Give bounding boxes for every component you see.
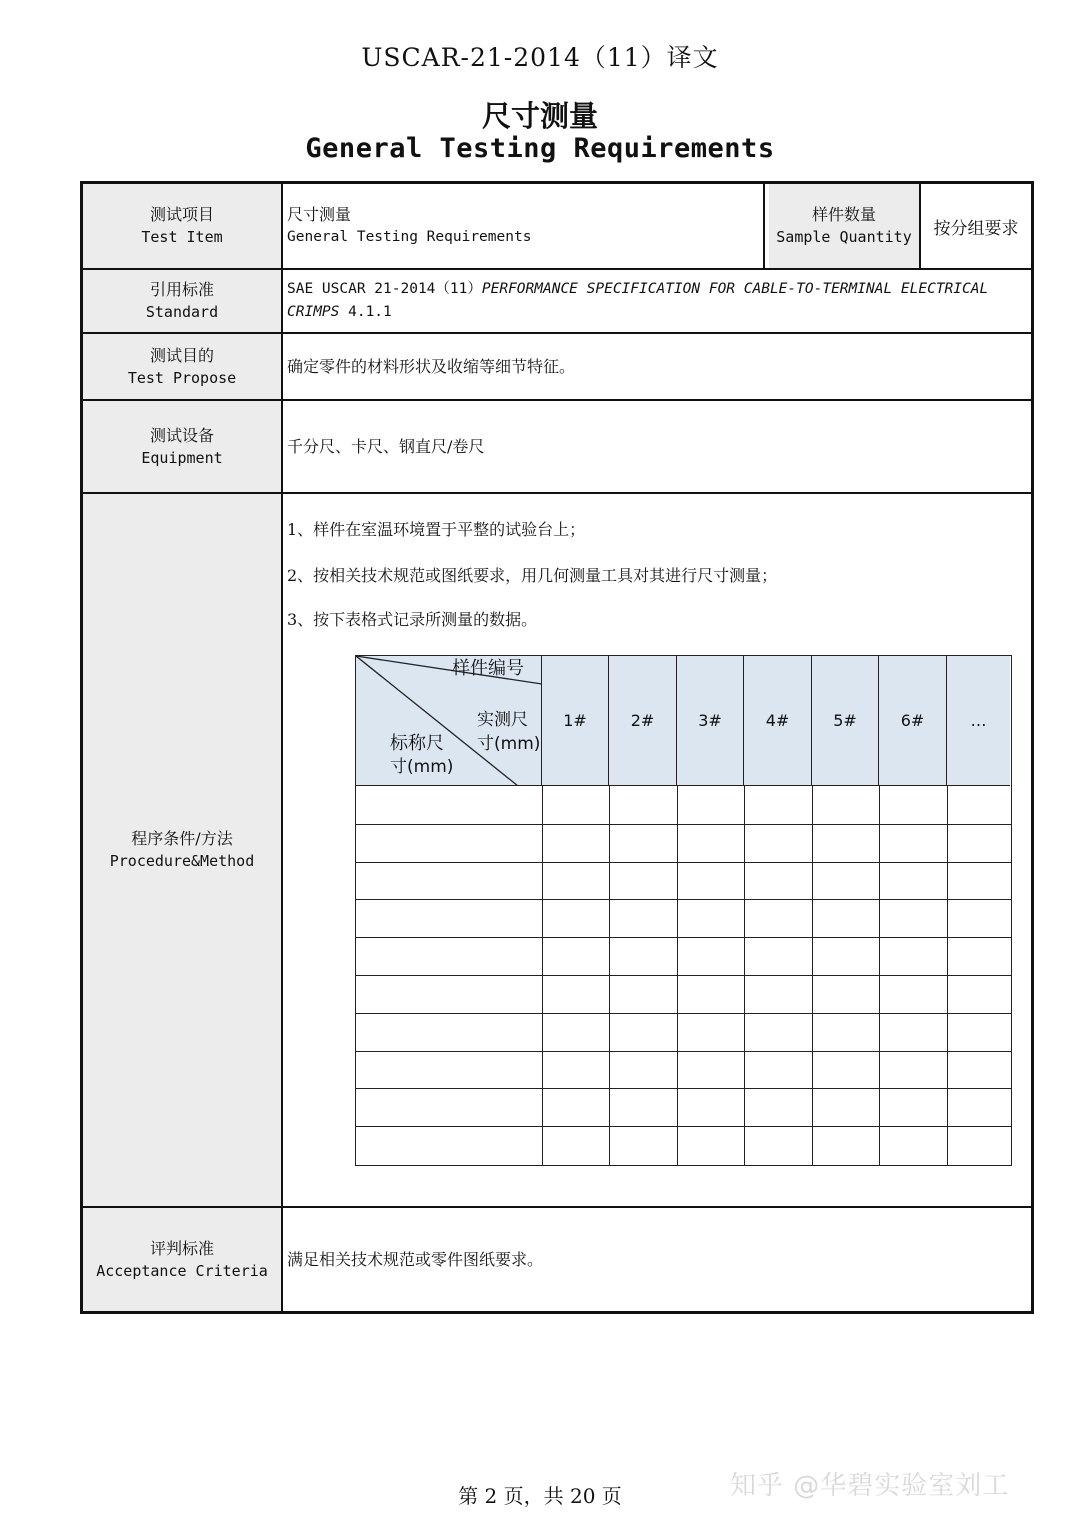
row-criteria bbox=[83, 1208, 1031, 1311]
sample-col-header: 2# bbox=[609, 656, 677, 786]
grid-col-line bbox=[677, 786, 678, 1165]
value-standard bbox=[283, 270, 1031, 332]
grid-col-line bbox=[609, 786, 610, 1165]
value-sample-quantity: 按分组要求 bbox=[933, 218, 1019, 239]
label-cn: 评判标准 bbox=[149, 1238, 214, 1258]
grid-row-line bbox=[356, 1088, 1011, 1089]
grid-row-line bbox=[356, 824, 1011, 825]
label-en: Procedure&Method bbox=[109, 852, 255, 870]
label-standard bbox=[83, 270, 283, 332]
label-purpose bbox=[83, 334, 283, 399]
procedure-step: 1、样件在室温环境置于平整的试验台上； bbox=[287, 520, 586, 539]
value-purpose: 确定零件的材料形状及收缩等细节特征。 bbox=[287, 357, 576, 376]
label-en: Sample Quantity bbox=[776, 228, 912, 246]
sample-col-header: 3# bbox=[677, 656, 744, 786]
label-en: Equipment bbox=[141, 448, 223, 467]
spec-table bbox=[80, 181, 1034, 1314]
grid-col-line bbox=[947, 786, 948, 1165]
label-cn: 引用标准 bbox=[149, 280, 214, 299]
corner-measured-1: 实测尺 bbox=[477, 710, 528, 730]
value-procedure bbox=[283, 494, 1031, 1206]
standard-clause: 4.1.1 bbox=[339, 304, 392, 320]
value-cn: 尺寸测量 bbox=[287, 205, 352, 224]
sample-col-header: … bbox=[947, 656, 1010, 786]
label-cn: 测试设备 bbox=[149, 425, 214, 445]
label-procedure bbox=[83, 494, 283, 1206]
label-cn: 程序条件/方法 bbox=[131, 829, 233, 848]
grid-row-line bbox=[356, 1051, 1011, 1052]
grid-col-line bbox=[542, 786, 543, 1165]
row-procedure bbox=[83, 494, 1031, 1208]
grid-row-line bbox=[356, 1126, 1011, 1127]
sample-col-header: 1# bbox=[542, 656, 609, 786]
grid-row-line bbox=[356, 1013, 1011, 1014]
corner-header-cell bbox=[356, 656, 542, 786]
label-cn: 测试项目 bbox=[149, 205, 214, 224]
grid-col-line bbox=[812, 786, 813, 1165]
label-test-item bbox=[83, 184, 283, 268]
page-title-cn: 尺寸测量 bbox=[481, 99, 598, 133]
row-test-item bbox=[83, 184, 1031, 270]
grid-col-line bbox=[744, 786, 745, 1165]
corner-measured-2: 寸(mm) bbox=[477, 734, 541, 754]
corner-sample-no: 样件编号 bbox=[452, 658, 524, 679]
grid-col-line bbox=[879, 786, 880, 1165]
value-en: General Testing Requirements bbox=[287, 229, 532, 245]
grid-row-line bbox=[356, 862, 1011, 863]
measurement-record-table bbox=[355, 655, 1012, 1166]
sample-col-header: 4# bbox=[744, 656, 812, 786]
label-cn: 样件数量 bbox=[811, 205, 876, 224]
value-equipment: 千分尺、卡尺、钢直尺/卷尺 bbox=[287, 437, 485, 456]
label-en: Acceptance Criteria bbox=[96, 1261, 268, 1280]
corner-nominal-1: 标称尺 bbox=[390, 733, 444, 754]
row-equipment bbox=[83, 401, 1031, 494]
label-en: Standard bbox=[145, 303, 219, 321]
procedure-step: 2、按相关技术规范或图纸要求，用几何测量工具对其进行尺寸测量； bbox=[287, 566, 778, 585]
row-standard bbox=[83, 270, 1031, 334]
standard-title: PERFORMANCE SPECIFICATION FOR CABLE-TO-TERMINAL ELECTRICAL bbox=[481, 281, 989, 297]
corner-nominal-2: 寸(mm) bbox=[390, 757, 454, 777]
grid-row-line bbox=[356, 975, 1011, 976]
standard-title-cont: CRIMPS bbox=[287, 304, 340, 320]
sample-col-header: 5# bbox=[812, 656, 879, 786]
label-equipment bbox=[83, 401, 283, 492]
label-sample-quantity bbox=[769, 184, 921, 268]
standard-prefix: SAE USCAR 21-2014（11） bbox=[287, 281, 482, 297]
value-criteria: 满足相关技术规范或零件图纸要求。 bbox=[287, 1250, 544, 1269]
sample-col-header: 6# bbox=[879, 656, 947, 786]
label-criteria bbox=[83, 1208, 283, 1311]
document-title: USCAR-21-2014（11）译文 bbox=[361, 43, 719, 72]
page-number: 第 2 页，共 20 页 bbox=[458, 1484, 622, 1508]
procedure-step: 3、按下表格式记录所测量的数据。 bbox=[287, 610, 538, 629]
watermark: 知乎 @华碧实验室刘工 bbox=[730, 1471, 1010, 1501]
label-cn: 测试目的 bbox=[149, 345, 214, 365]
label-en: Test Item bbox=[141, 228, 223, 246]
label-en: Test Propose bbox=[127, 368, 237, 387]
page-title-en: General Testing Requirements bbox=[305, 133, 775, 164]
row-purpose bbox=[83, 334, 1031, 401]
value-test-item bbox=[283, 184, 765, 268]
grid-row-line bbox=[356, 937, 1011, 938]
grid-row-line bbox=[356, 899, 1011, 900]
